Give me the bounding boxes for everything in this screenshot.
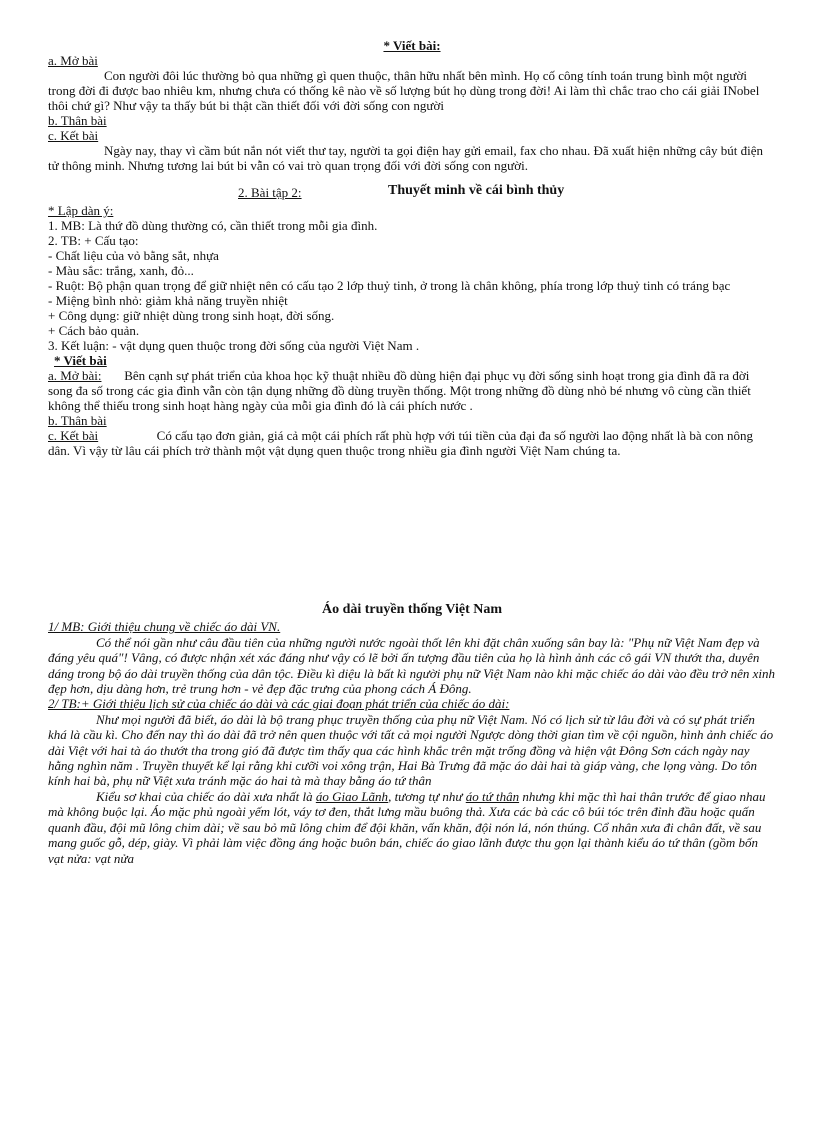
section1-mo-bai-label: a. Mở bài (48, 53, 98, 68)
section2-ket-bai-label: c. Kết bài (48, 428, 99, 443)
section3-tb-label: 2/ TB:+ Giới thiệu lịch sử của chiếc áo dài và các giai đoạn phát triển của chiếc áo dài: (48, 696, 510, 712)
spacer (48, 458, 776, 596)
section2-outline-line: - Miệng bình nhỏ: giảm khả năng truyền nhiệt (48, 293, 288, 308)
section2-outline-line: 3. Kết luận: - vật dụng quen thuộc trong đời sống của người Việt Nam . (48, 338, 420, 353)
text-run-underlined: áo tứ thân (465, 788, 520, 804)
section1-ket-bai-label: c. Kết bài (48, 128, 99, 143)
section2-mo-bai-text: Bên cạnh sự phát triển của khoa học kỹ thuật nhiều đồ dùng hiện đại phục vụ đời sống sinh hoạt trong gia đình đã ra đời song đa số trong các gia đình vẫn còn tận dụng những đồ dùng truyền thống. Một trong những đồ dùng nhỏ bé nhưng vô cùng cần thiết không thể thiếu trong sinh hoạt hàng ngày của mỗi gia đình đó là cái phích nước . (48, 368, 751, 413)
section2-than-bai-label: b. Thân bài (48, 413, 107, 428)
document-page (48, 38, 776, 866)
text-run: nhưng khi mặc thì hai thân trước để giao nhau mà không buộc lại. Áo mặc phủ ngoài yếm lót, váy tơ đen, thắt lưng mầu buông thả. Xưa các bà các cô búi tóc trên đỉnh đầu hoặc quấn quanh đầu, đội mũ lông chim dài; về sau bỏ mũ lông chim để đội khăn, vấn khăn, đội nón lá, nón thúng. Cổ nhân xưa đi chân đất, về sau mang guốc gỗ, dép, giày. Vì phải làm việc đồng áng hoặc buôn bán, chiếc áo giao lãnh được thu gọn lại thành kiểu áo tứ thân (gồm bốn vạt nửa: vạt nửa (48, 788, 766, 866)
section2-ket-bai-text: Có cấu tạo đơn giản, giá cả một cái phích rất phù hợp với túi tiền của đại đa số người lao động nhất là bà con nông dân. Vì vậy từ lâu cái phích trở thành một vật dụng quen thuộc trong nhiều gia đình người Việt Nam chúng ta. (48, 428, 753, 458)
text-run: Kiểu sơ khai của chiếc áo dài xưa nhất là (96, 788, 316, 804)
section3-tb-text-1: Như mọi người đã biết, áo dài là bộ trang phục truyền thống của phụ nữ Việt Nam. Nó có lịch sử từ lâu đời và có sự phát triển khá là cầu kì. Cho đến nay thì áo dài đã trở nên quen thuộc với tất cả mọi người Ngược dòng thời gian tìm về cội nguồn, hình ảnh chiếc áo dài Việt với hai tà áo thướt tha trong gió đã được tìm thấy qua các hình khắc trên mặt trống đồng và hiện vật Đông Sơn cách ngày nay hằng nghìn năm . Truyền thuyết kể lại rằng khi cưỡi voi xông trận, Hai Bà Trưng đã mặc áo dài hai tà giáp vàng, che lọng vàng. Do tôn kính hai bà, phụ nữ Việt xưa tránh mặc áo hai tà mà thay bằng áo tứ thân (48, 711, 774, 789)
section3 (48, 602, 776, 866)
section3-mb-text: Có thể nói gần như câu đầu tiên của những người nước ngoài thốt lên khi đặt chân xuống sân bay là: "Phụ nữ Việt Nam đẹp và đáng yêu quá"! Vâng, có được nhận xét xác đáng như vậy có lẽ bởi ấn tượng đầu tiên của họ là hình ảnh các cô gái VN thướt tha, duyên dáng trong bộ áo dài truyền thống của dân tộc. Điều kì diệu là bất kì người phụ nữ Việt Nam nào khi mặc chiếc áo dài vào đều trở nên xinh đẹp hơn, dịu dàng hơn, trẻ trung hơn - vẻ đẹp đặc trưng của phong cách Á Đông. (48, 634, 776, 697)
section2-outline-label: * Lập dàn ý: (48, 203, 114, 218)
section2-outline-line: - Ruột: Bộ phận quan trọng để giữ nhiệt nên có cấu tạo 2 lớp thuỷ tinh, ở trong là chân không, phía trong lớp thuỷ tinh có tráng bạc (48, 278, 731, 293)
section2-outline-line: 2. TB: + Cấu tạo: (48, 233, 139, 248)
section1-viet-bai-heading: * Viết bài: (383, 38, 441, 53)
section3-mb-label: 1/ MB: Giới thiệu chung về chiếc áo dài VN. (48, 619, 281, 635)
section3-title: Áo dài truyền thống Việt Nam (321, 602, 503, 617)
section1-than-bai-label: b. Thân bài (48, 113, 107, 128)
section2-exercise-label: 2. Bài tập 2: (238, 185, 302, 200)
text-run-underlined: áo Giao Lãnh (315, 788, 389, 804)
section1-ket-bai-text: Ngày nay, thay vì cầm bút nắn nót viết thư tay, người ta gọi điện hay gửi email, fax cho nhau. Đã xuất hiện những cây bút điện tử thông minh. Nhưng tương lai bút bi vẫn có vai trò quan trọng đối với đời sống con người. (48, 143, 764, 173)
section2-ket-bai (48, 428, 776, 458)
section1-mo-bai-text: Con người đôi lúc thường bỏ qua những gì quen thuộc, thân hữu nhất bên mình. Họ cố công tính toán trung bình một người trong đời đi được bao nhiêu km, nhưng chưa có thống kê nào về số lượng bút họ dùng trong đời! Ai làm thì chắc trao cho cái giải INobel thôi chứ gì? Như vậy ta thấy bút bi thật cần thiết đối với đời sống con người (48, 68, 760, 113)
section2-outline-line: - Màu sắc: trắng, xanh, đỏ... (48, 263, 194, 278)
section2-title: Thuyết minh về cái bình thủy (388, 183, 565, 198)
section3-tb-text-2 (48, 789, 776, 866)
section2-viet-bai-heading: * Viết bài (54, 353, 107, 368)
section2-outline-line: 1. MB: Là thứ đồ dùng thường có, cần thiết trong mỗi gia đình. (48, 218, 378, 233)
section2-outline-line: + Công dụng: giữ nhiệt dùng trong sinh hoạt, đời sống. (48, 308, 335, 323)
section2-mo-bai (48, 368, 776, 413)
section2-outline-line: + Cách bảo quản. (48, 323, 140, 338)
text-run: , tương tự như (388, 788, 466, 804)
section2-outline-line: - Chất liệu của vỏ bằng sắt, nhựa (48, 248, 219, 263)
section2-title-row (48, 183, 776, 203)
section2-mo-bai-label: a. Mở bài: (48, 368, 102, 383)
